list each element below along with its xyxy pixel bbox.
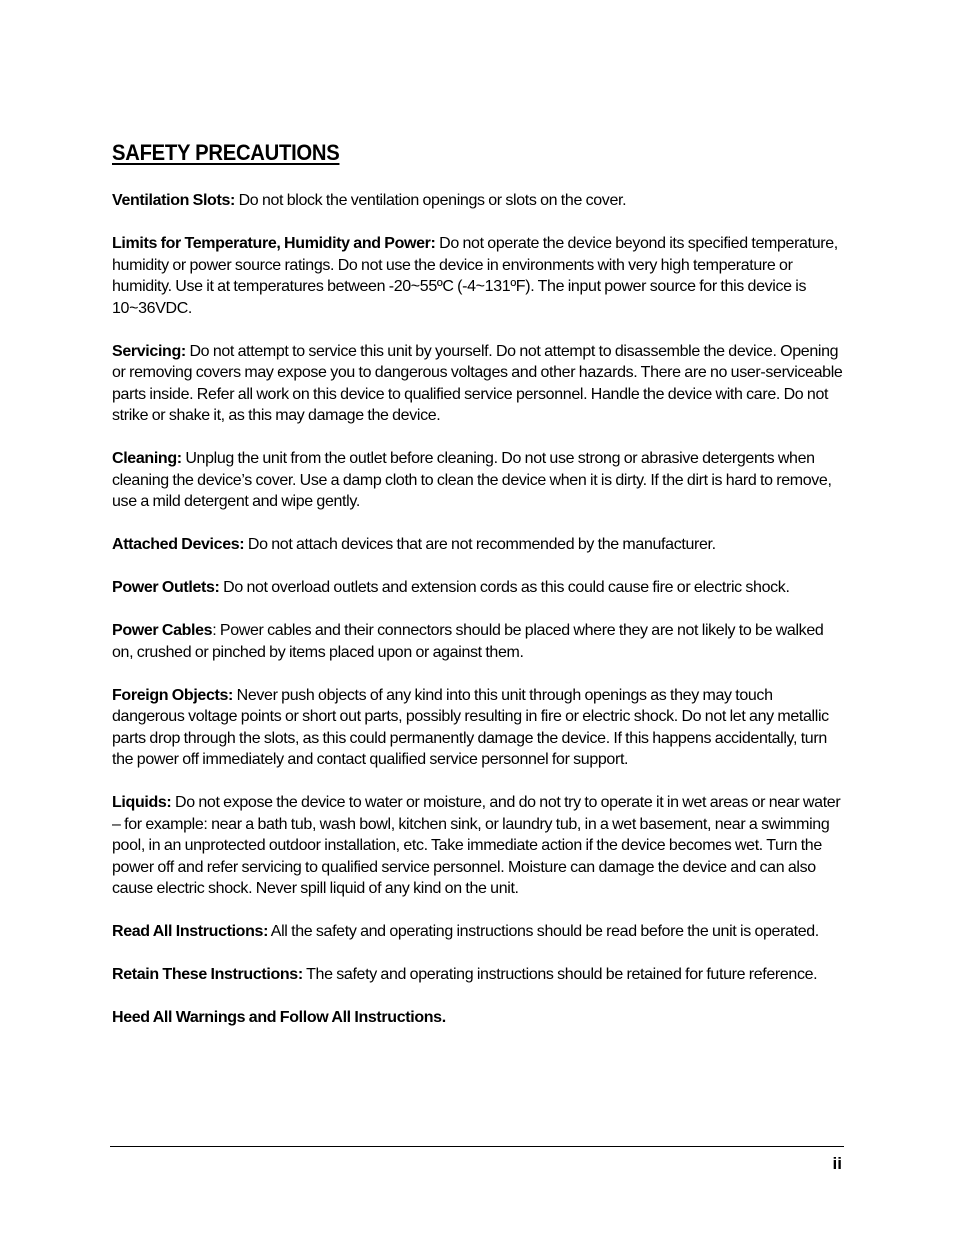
precaution-label: Limits for Temperature, Humidity and Power: [112, 235, 436, 252]
precaution-power-cables [112, 620, 844, 663]
precaution-text: Do not attach devices that are not recommended by the manufacturer. [244, 536, 716, 553]
page-number: ii [832, 1154, 842, 1173]
precaution-cleaning [112, 448, 844, 513]
precaution-text: Do not attempt to service this unit by yourself. Do not attempt to disassemble the device. Opening or removing covers may expose you to dangerous voltages and other hazards. There are no user-serviceable parts inside. Refer all work on this device to qualified service personnel. Handle the device with care. Do not strike or shake it, as this may damage the device. [112, 342, 843, 424]
precaution-ventilation-slots [112, 190, 844, 212]
precaution-label: Liquids: [112, 794, 172, 811]
precaution-liquids [112, 792, 844, 900]
precaution-label: Heed All Warnings and Follow All Instructions. [112, 1009, 446, 1026]
precaution-label: Power Outlets: [112, 579, 220, 596]
precaution-limits [112, 233, 844, 319]
precaution-text: Do not block the ventilation openings or slots on the cover. [235, 192, 627, 209]
precaution-text: Unplug the unit from the outlet before cleaning. Do not use strong or abrasive detergents when cleaning the device’s cover. Use a damp cloth to clean the device when it is dirty. If the dirt is hard to remove, use a mild detergent and wipe gently. [112, 450, 832, 510]
page-title: SAFETY PRECAUTIONS [112, 140, 340, 165]
precaution-text: The safety and operating instructions should be retained for future reference. [302, 966, 818, 983]
footer-divider [110, 1146, 844, 1147]
precaution-retain-instructions [112, 964, 844, 986]
precaution-text: All the safety and operating instructions should be read before the unit is operated. [268, 923, 819, 940]
precaution-power-outlets [112, 577, 844, 599]
precaution-servicing [112, 341, 844, 427]
precaution-label: Power Cables [112, 622, 213, 639]
precaution-text: Never push objects of any kind into this unit through openings as they may touch dangerous voltage points or short out parts, possibly resulting in fire or electric shock. Do not let any metallic parts drop through the slots, as this could permanently damage the device. If this happens accidentally, turn the power off immediately and contact qualified service personnel for support. [112, 686, 829, 768]
precaution-text: Do not overload outlets and extension cords as this could cause fire or electric shock. [219, 579, 790, 596]
precaution-label: Attached Devices: [112, 536, 245, 553]
precaution-label: Ventilation Slots: [112, 192, 235, 209]
precaution-label: Foreign Objects: [112, 686, 234, 704]
precaution-label: Retain These Instructions: [112, 966, 303, 983]
precaution-text: : Power cables and their connectors should be placed where they are not likely to be walked on, crushed or pinched by items placed upon or against them. [112, 622, 824, 661]
precaution-heed-warnings [112, 1007, 844, 1029]
precaution-foreign-objects [112, 685, 844, 771]
precaution-read-instructions [112, 921, 844, 943]
precaution-label: Cleaning: [112, 450, 182, 467]
precaution-attached-devices [112, 534, 844, 556]
precaution-text: Do not operate the device beyond its specified temperature, humidity or power source ratings. Do not use the device in environments with very high temperature or humidity. Use it at temperatures between -20~55ºC (-4~131ºF). The input power source for this device is 10~36VDC. [112, 235, 838, 317]
precautions-list [112, 190, 844, 1050]
precaution-label: Read All Instructions: [112, 923, 269, 940]
precaution-label: Servicing: [112, 342, 186, 360]
precaution-text: Do not expose the device to water or moisture, and do not try to operate it in wet areas or near water – for example: near a bath tub, wash bowl, kitchen sink, or laundry tub, in a wet basement, near a swimming pool, in an unprotected outdoor installation, etc. Take immediate action if the device becomes wet. Turn the power off and refer servicing to qualified service personnel. Moisture can damage the device and can also cause electric shock. Never spill liquid of any kind on the unit. [112, 794, 841, 897]
